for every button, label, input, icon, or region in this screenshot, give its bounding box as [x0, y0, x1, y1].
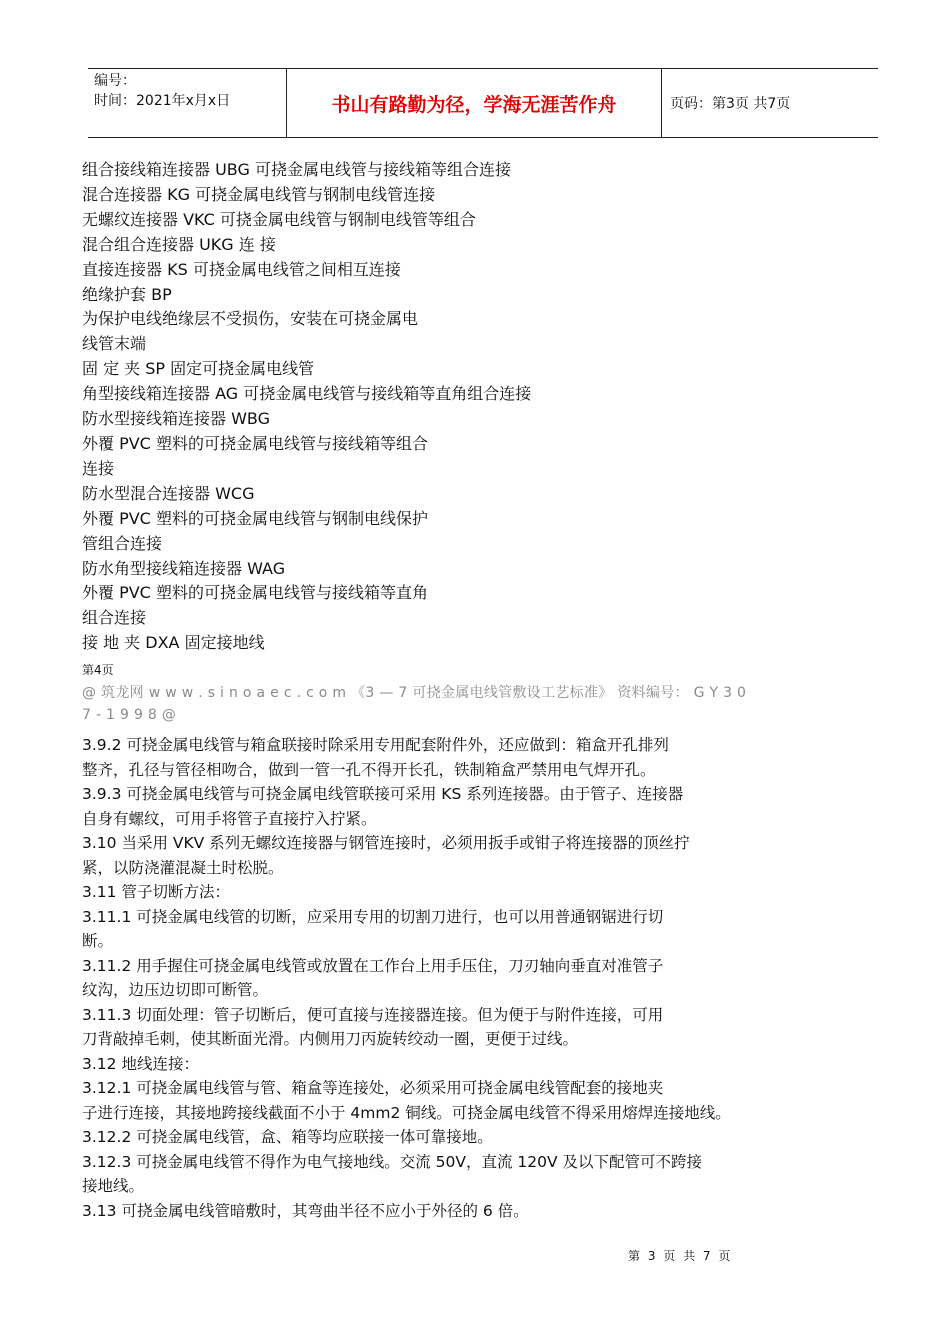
source-line: @ 筑龙网 w w w . s i n o a e c . c o m 《3 — 7 可挠金属电线管敷设工艺标准》 资料编号： G Y 3 0 [82, 685, 747, 701]
body-line: 子进行连接，其接地跨接线截面不小于 4mm2 铜线。可挠金属电线管不得采用熔焊连接地线。 [82, 1103, 731, 1122]
list-line: 组合连接 [82, 608, 147, 628]
inline-page-label: 第4页 [82, 663, 114, 677]
body-line: 3.13 可挠金属电线管暗敷时，其弯曲半径不应小于外径的 6 倍。 [82, 1201, 529, 1220]
list-line: 外覆 PVC 塑料的可挠金属电线管与钢制电线保护 [82, 508, 428, 528]
source-watermark [82, 682, 882, 726]
header-divider [286, 69, 287, 137]
page-header [88, 68, 878, 138]
body-line: 3.10 当采用 VKV 系列无螺纹连接器与钢管连接时，必须用扳手或钳子将连接器的顶丝拧 [82, 834, 690, 852]
header-page-info: 页码：第3页 共7页 [670, 96, 791, 112]
body-text [82, 733, 731, 1223]
body-line: 3.11.1 可挠金属电线管的切断，应采用专用的切割刀进行，也可以用普通钢锯进行切 [82, 907, 664, 926]
connector-list [82, 158, 531, 656]
body-line: 接地线。 [82, 1177, 145, 1195]
header-motto: 书山有路勤为径，学海无涯苦作舟 [331, 93, 617, 116]
list-line: 线管末端 [82, 334, 147, 354]
list-line: 组合接线箱连接器 UBG 可挠金属电线管与接线箱等组合连接 [82, 160, 511, 179]
body-line: 3.12 地线连接： [82, 1054, 199, 1073]
list-line: 防水角型接线箱连接器 WAG [82, 558, 286, 578]
body-line: 紧，以防浇灌混凝土时松脱。 [82, 858, 284, 877]
list-line: 防水型混合连接器 WCG [82, 483, 255, 503]
list-line: 混合组合连接器 UKG 连 接 [82, 234, 276, 254]
list-line: 管组合连接 [82, 533, 163, 553]
header-divider [661, 69, 662, 137]
body-line: 刀背敲掉毛刺，使其断面光滑。内侧用刀丙旋转绞动一圈，更便于过线。 [82, 1030, 579, 1048]
body-line: 3.12.3 可挠金属电线管不得作为电气接地线。交流 50V，直流 120V 及以下配管可不跨接 [82, 1152, 703, 1171]
header-info [94, 71, 230, 111]
list-line: 接 地 夹 DXA 固定接地线 [82, 633, 265, 653]
body-line: 3.12.2 可挠金属电线管，盒、箱等均应联接一体可靠接地。 [82, 1128, 493, 1146]
body-line: 3.11.3 切面处理：管子切断后，便可直接与连接器连接。但为便于与附件连接，可用 [82, 1005, 664, 1024]
list-line: 为保护电线绝缘层不受损伤，安装在可挠金属电 [82, 309, 419, 329]
source-line: 7 - 1 9 9 8 @ [82, 707, 177, 723]
body-line: 3.11.2 用手握住可挠金属电线管或放置在工作台上用手压住，刀刃轴向垂直对准管子 [82, 956, 664, 975]
list-line: 外覆 PVC 塑料的可挠金属电线管与接线箱等组合 [82, 433, 428, 453]
body-line: 自身有螺纹，可用手将管子直接拧入拧紧。 [82, 809, 377, 828]
body-line: 3.9.2 可挠金属电线管与箱盒联接时除采用专用配套附件外，还应做到：箱盒开孔排列 [82, 736, 669, 754]
list-line: 防水型接线箱连接器 WBG [82, 409, 271, 429]
list-line: 连接 [82, 458, 115, 478]
body-line: 纹沟，边压边切即可断管。 [82, 981, 269, 999]
body-line: 3.11 管子切断方法： [82, 883, 230, 901]
body-line: 整齐，孔径与管径相吻合，做到一管一孔不得开长孔，铁制箱盒严禁用电气焊开孔。 [82, 760, 656, 779]
serial-label: 编号： [94, 73, 136, 89]
list-line: 外覆 PVC 塑料的可挠金属电线管与接线箱等直角 [82, 583, 428, 603]
body-line: 3.12.1 可挠金属电线管与管、箱盒等连接处，必须采用可挠金属电线管配套的接地夹 [82, 1079, 664, 1097]
body-line: 断。 [82, 932, 114, 950]
list-line: 直接连接器 KS 可挠金属电线管之间相互连接 [82, 259, 401, 279]
time-label: 时间：2021年x月x日 [94, 93, 231, 109]
list-line: 角型接线箱连接器 AG 可挠金属电线管与接线箱等直角组合连接 [82, 384, 532, 404]
list-line: 固 定 夹 SP 固定可挠金属电线管 [82, 359, 315, 379]
list-line: 绝缘护套 BP [82, 284, 172, 304]
list-line: 混合连接器 KG 可挠金属电线管与钢制电线管连接 [82, 184, 436, 204]
list-line: 无螺纹连接器 VKC 可挠金属电线管与钢制电线管等组合 [82, 209, 476, 229]
body-line: 3.9.3 可挠金属电线管与可挠金属电线管联接可采用 KS 系列连接器。由于管子、连接器 [82, 785, 684, 803]
page-footer: 第 3 页 共 7 页 [628, 1249, 733, 1263]
